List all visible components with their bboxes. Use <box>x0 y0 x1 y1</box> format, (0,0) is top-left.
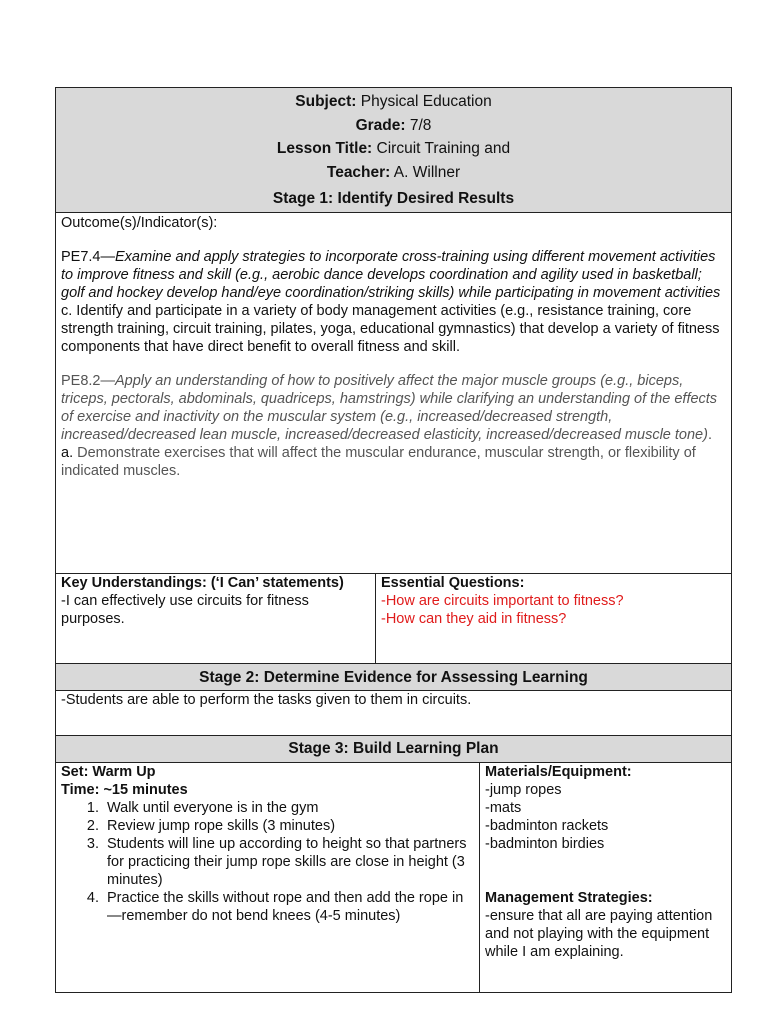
teacher-line <box>56 161 731 185</box>
lesson-title-line <box>56 137 731 161</box>
warm-up-steps <box>61 799 474 925</box>
materials-cell <box>480 763 731 992</box>
pe82-text: Apply an understanding of how to positively affect the major muscle groups (e.g., biceps, triceps, pectorals, abdominals, quadriceps, hamstrings) while clarifying an understanding of the effects of exercise and inactivity on the muscular system (e.g., increased/decreased strength, increased/decreased lean muscle, increased/decreased elasticity, increased/decreased muscle tone) <box>61 373 718 443</box>
teacher-label: Teacher: <box>326 163 391 181</box>
outcome-pe74 <box>61 248 726 302</box>
grade-line <box>56 114 731 138</box>
stage1-title: Stage 1: Identify Desired Results <box>272 190 515 207</box>
warm-up-step: 1. Walk until everyone is in the gym <box>103 799 474 817</box>
pe82-code: PE8.2— <box>61 373 115 389</box>
essential-questions-cell <box>376 574 731 663</box>
key-understandings-cell <box>56 574 376 663</box>
management-heading: Management Strategies: <box>485 890 653 906</box>
lesson-plan-table <box>55 87 732 993</box>
time-heading: Time: ~15 minutes <box>61 782 188 798</box>
material-item: -badminton rackets <box>485 818 609 834</box>
subject-line <box>56 88 731 114</box>
pe82-a-letter: a. <box>61 445 74 461</box>
lesson-title-value: Circuit Training and <box>376 140 511 157</box>
grade-value: 7/8 <box>409 116 432 134</box>
essential-question-2: -How can they aid in fitness? <box>381 611 567 627</box>
material-item: -mats <box>485 800 522 816</box>
grade-label: Grade: <box>355 116 406 134</box>
lesson-title-label: Lesson Title: <box>276 140 373 157</box>
material-item: -jump ropes <box>485 782 562 798</box>
outcome-pe82 <box>61 372 726 444</box>
subject-label: Subject: <box>295 93 357 110</box>
outcomes-heading: Outcome(s)/Indicator(s): <box>61 215 218 231</box>
pe74-indicator-c: c. Identify and participate in a variety of body management activities (e.g., resistance training, core strength training, circuit training, pilates, yoga, educational gymnastics) that develop a variety of fitness components that have direct benefit to overall fitness and skill. <box>61 303 720 355</box>
essential-question-1: -How are circuits important to fitness? <box>381 593 624 609</box>
outcomes-section <box>56 212 731 573</box>
lesson-header <box>56 88 731 212</box>
pe82-period: . <box>707 427 712 443</box>
pe74-text: Examine and apply strategies to incorporate cross-training using different movement activities to improve fitness and skill (e.g., aerobic dance develops coordination and agility used in basketball; golf and hockey develop hand/eye coordination/striking skills) while participating in movement activities <box>61 249 721 301</box>
understandings-questions-row <box>56 573 731 663</box>
key-understandings-heading: Key Understandings: (‘I Can’ statements) <box>61 575 344 591</box>
stage2-text: -Students are able to perform the tasks given to them in circuits. <box>56 690 731 735</box>
essential-questions-heading: Essential Questions: <box>381 575 525 591</box>
materials-heading: Materials/Equipment: <box>485 764 632 780</box>
material-item: -badminton birdies <box>485 836 605 852</box>
pe82-indicator-a <box>61 444 726 480</box>
stage3-title: Stage 3: Build Learning Plan <box>56 735 731 762</box>
warm-up-step: 4. Practice the skills without rope and then add the rope in—remember do not bend knees (4-5 minutes) <box>103 889 474 925</box>
subject-value: Physical Education <box>360 93 492 110</box>
pe74-code: PE7.4— <box>61 249 115 265</box>
warm-up-step: 2. Review jump rope skills (3 minutes) <box>103 817 474 835</box>
stage3-body <box>56 762 731 992</box>
warm-up-step: 3. Students will line up according to height so that partners for practicing their jump rope skills are close in height (3 minutes) <box>103 835 474 889</box>
key-understanding-item: -I can effectively use circuits for fitness purposes. <box>61 593 309 627</box>
management-text: -ensure that all are paying attention and not playing with the equipment while I am explaining. <box>485 908 713 960</box>
teacher-value: A. Willner <box>393 163 461 181</box>
pe82-a-text: Demonstrate exercises that will affect the muscular endurance, muscular strength, or flexibility of indicated muscles. <box>61 445 696 479</box>
stage2-title: Stage 2: Determine Evidence for Assessing Learning <box>56 663 731 690</box>
set-heading: Set: Warm Up <box>61 764 156 780</box>
warm-up-cell <box>56 763 480 992</box>
